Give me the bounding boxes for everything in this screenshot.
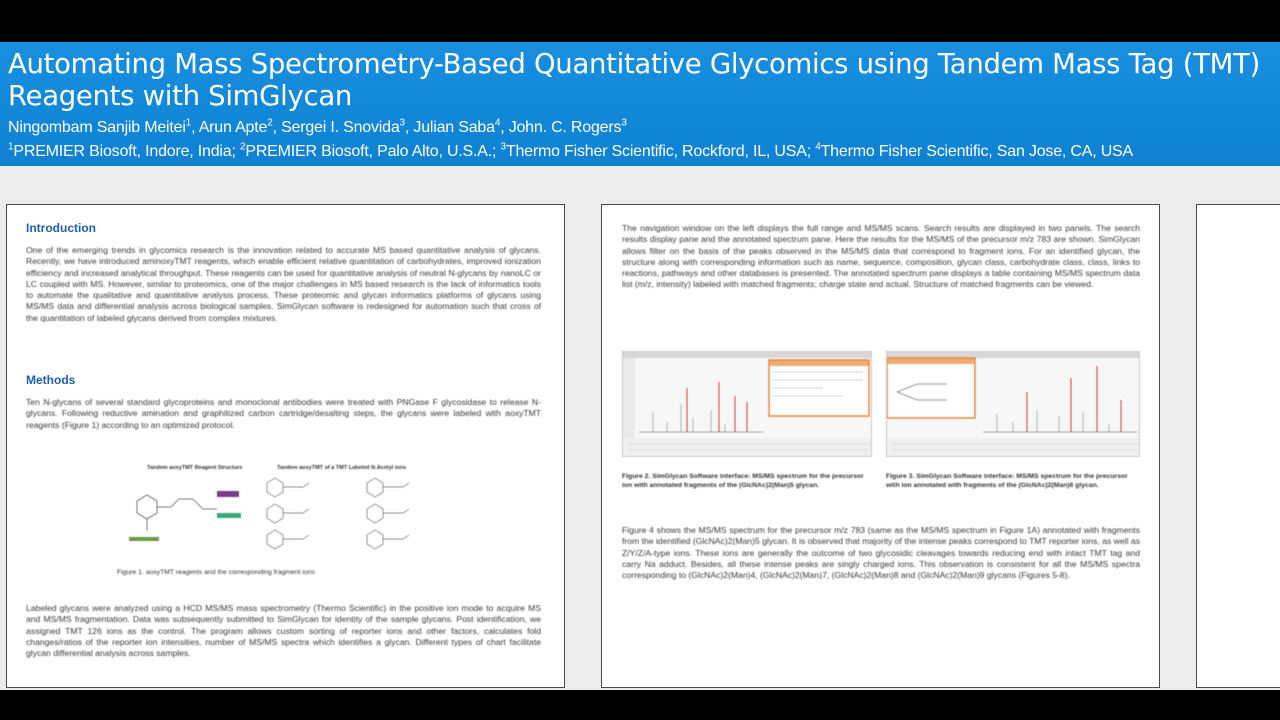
- software-interface-graphic: [623, 352, 872, 457]
- window-titlebar: [623, 352, 872, 358]
- affiliation: PREMIER Biosoft, Indore, India: [13, 143, 232, 160]
- result-dialog: [887, 358, 975, 418]
- dialog-titlebar: [769, 360, 869, 366]
- table-pane: [887, 438, 1140, 457]
- introduction-text: One of the emerging trends in glycomics research is the innovation related to accurate MS based quantitative analysis of glycans. Recently, we have introduced aminoxyTMT reagents, which enable efficient relative quantitation of carbohydrates, improved ionization efficiency and increased analytical throughput. These reagents can be used for quantitative analysis of neutral N-glycans by nanoLC or LC coupled with MS. However, similar to proteomics, one of the major challenges in MS based research is the lack of informatics tools to automate the qualitative and quantitative analysis process. These proteomic and glycan informatics platforms of glycans using MS/MS data and differential analysis across biological samples. SimGlycan software is redesigned for automation such that cross of the quantitation of labeled glycans derived from complex mixtures.: [26, 245, 541, 323]
- left-column-panel: [6, 204, 565, 688]
- affiliation-mark: 1: [8, 141, 14, 153]
- affiliation-mark: 2: [239, 141, 246, 153]
- annotated-peaks: [1027, 366, 1121, 432]
- affiliation-mark: 4: [815, 141, 821, 153]
- spectrum-peaks: [653, 404, 725, 432]
- reporter-region-mark: [217, 491, 239, 497]
- tmt-reagent-scheme-figure: [117, 461, 457, 571]
- top-letterbox-bar: [0, 0, 1280, 42]
- methods-heading: Methods: [26, 373, 76, 387]
- balancer-region-mark: [217, 513, 241, 518]
- poster-body: [0, 166, 1280, 690]
- poster-title: Automating Mass Spectrometry-Based Quantitative Glycomics using Tandem Mass Tag (TMT) Reagents with SimGlycan: [8, 48, 1261, 112]
- author-name: Ningombam Sanjib Meitei: [8, 119, 186, 136]
- author-affiliation-mark: 3: [399, 117, 405, 129]
- author-name: John. C. Rogers: [508, 119, 622, 136]
- results-discussion-text: Figure 4 shows the MS/MS spectrum for the precursor m/z 783 (same as the MS/MS spectrum in Figure 1A) annotated with fragments from the identified (GlcNAc)2(Man)5 glycan. It is observed that majority of the intense peaks correspond to TMT reporter ions, as well as Z/Y/Z/A-type ions. These ions are generally the outcome of two glycosidic cleavages towards reducing end with intact TMT tag and carry Na adduct. Besides, all these intense peaks are singly charged ions. This observation is consistent for all the MS/MS spectra corresponding to (GlcNAc)2(Man)4, (GlcNAc)2(Man)7, (GlcNAc)2(Man)8 and (GlcNAc)2(Man)9 glycans (Figures 5-8).: [622, 525, 1140, 581]
- scheme-left-label: Tandem aoxyTMT Reagent Structure: [147, 465, 243, 471]
- introduction-heading: Introduction: [26, 221, 96, 235]
- affiliation: Thermo Fisher Scientific, Rockford, IL, USA: [505, 143, 807, 160]
- affiliation: Thermo Fisher Scientific, San Jose, CA, USA: [820, 143, 1133, 160]
- table-pane: [623, 438, 872, 457]
- affiliation: PREMIER Biosoft, Palo Alto, U.S.A.: [245, 143, 492, 160]
- middle-column-panel: [601, 204, 1160, 688]
- annotated-peaks: [687, 382, 747, 432]
- spectrum-peaks: [997, 410, 1109, 432]
- affiliation-list: $^1$PREMIER Biosoft, Indore, India; $^2$PREMIER Biosoft, Palo Alto, U.S.A.; $^3$Thermo Fisher Scientific, Rockford, IL, USA; $^4$Thermo Fisher Scientific, San Jose, CA, USA: [8, 141, 1133, 160]
- methods-continued-text: Labeled glycans were analyzed using a HCD MS/MS mass spectrometry (Thermo Scientific) in the positive ion mode to acquire MS and MS/MS fragmentation. Data was subsequently submitted to SimGlycan for identity of the sample glycans. Post identification, we assigned TMT 126 ions as the control. The program allows custom sorting of reporter ions and other factors, calculates fold changes/ratios of the reporter ion intensities, number of MS/MS spectra which identifies a glycan. Different types of chart facilitate glycan differential analysis across samples.: [26, 603, 541, 659]
- dialog-titlebar: [887, 358, 975, 364]
- methods-text: Ten N-glycans of several standard glycoproteins and monoclonal antibodies were treated with PNGase F glycosidase to release N-glycans. Following reductive amination and graphitized carbon cartridge/desalting steps, the glycans were labeled with aoxyTMT reagents (Figure 1) according to an optimized protocol.: [26, 397, 541, 430]
- author-affiliation-mark: 4: [494, 117, 501, 129]
- bottom-letterbox-bar: [0, 690, 1280, 720]
- results-description-text: The navigation window on the left displays the full range and MS/MS scans. Search results are displayed in two panels. The search results display pane and the annotated spectrum pane. Here the results for the MS/MS of the precursor m/z 783 are shown. SimGlycan allows filter on the basis of the peaks observed in the MS/MS data that correspond to fragment ions. For an identified glycan, the structure along with corresponding information such as name, sequence, composition, glycan class, carbohydrate class, class, links to reactions, pathways and other databases is presented. The annotated spectrum pane displays a table containing MS/MS spectrum data list (m/z, intensity) labeled with matched fragments; charge state and actual. Structure of matched fragments can be viewed.: [622, 223, 1140, 290]
- author-name: Julian Saba: [413, 119, 495, 136]
- author-list: Ningombam Sanjib Meitei$^1$, Arun Apte$^2$, Sergei I. Snovida$^3$, Julian Saba$^4$, John. C. Rogers$^3$: [8, 117, 627, 136]
- right-column-panel: [1196, 204, 1280, 688]
- figure-2-caption: Figure 2. SimGlycan Software interface: MS/MS spectrum for the precursor ion with annotated fragments of the (GlcNAc)2(Man)5 glycan.: [622, 473, 864, 489]
- author-name: Arun Apte: [198, 119, 268, 136]
- fragment-ion-structures: [267, 478, 409, 549]
- software-interface-graphic: [887, 352, 1140, 457]
- affiliation-mark: 3: [500, 141, 506, 153]
- author-name: Sergei I. Snovida: [281, 119, 400, 136]
- author-affiliation-mark: 3: [621, 117, 627, 129]
- scheme-right-label: Tandem aoxyTMT of a TMT Labeled N-Acetyl ions: [277, 465, 407, 471]
- window-titlebar: [887, 352, 1140, 358]
- poster-header: [0, 42, 1280, 166]
- reactive-group-mark: [129, 537, 159, 541]
- author-affiliation-mark: 1: [185, 117, 192, 129]
- simglycan-screenshot-2: [886, 351, 1140, 457]
- figure-3-caption: Figure 3. SimGlycan Software interface: MS/MS spectrum for the precursor with ion annotated with fragments of the (GlcNAc)2(Man)6 glycan.: [886, 473, 1128, 489]
- reagent-structure: [137, 495, 217, 531]
- author-affiliation-mark: 2: [267, 117, 273, 129]
- figure-1-caption: Figure 1. aoxyTMT reagents and the corresponding fragment ions: [117, 569, 315, 576]
- simglycan-screenshot-1: [622, 351, 872, 457]
